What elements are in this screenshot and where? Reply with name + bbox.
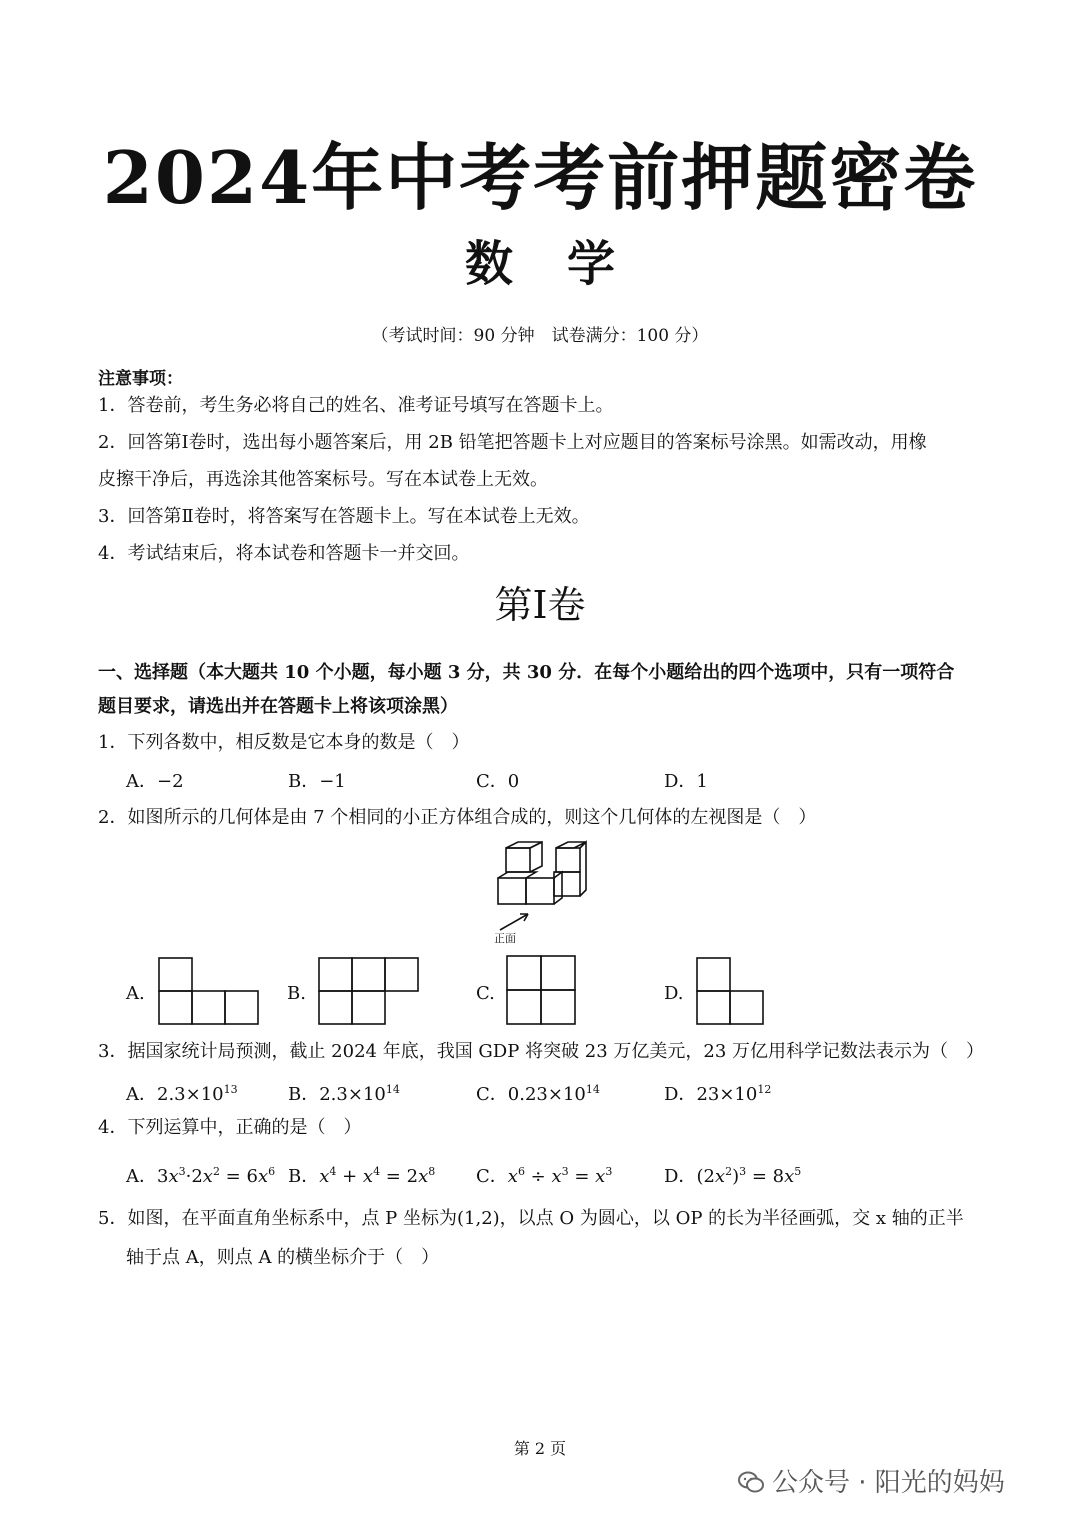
section-heading-line: 一、选择题（本大题共 10 个小题，每小题 3 分，共 30 分．在每个小题给出的四个选项中，只有一项符合: [98, 662, 955, 683]
exam-info: （考试时间：90 分钟 试卷满分：100 分）: [371, 326, 709, 346]
page-number: 第 2 页: [513, 1439, 567, 1458]
q4-option-label: D．: [664, 1166, 697, 1187]
q3-option-c: [476, 1077, 600, 1108]
q4-formula-c: $x^6 \div x^3 = x^3$: [507, 1165, 613, 1187]
notice-item: 1．答卷前，考生务必将自己的姓名、准考证号填写在答题卡上。: [98, 395, 614, 416]
q2-option-b-label: B.: [287, 983, 306, 1004]
cube-solid-figure: [494, 842, 594, 932]
notice-heading: 注意事项：: [98, 369, 183, 389]
front-label: 正面: [494, 932, 516, 945]
notice-item: 3．回答第Ⅱ卷时，将答案写在答题卡上。写在本试卷上无效。: [98, 506, 590, 527]
question-3-stem: 3．据国家统计局预测，截止 2024 年底，我国 GDP 将突破 23 万亿美元，23 万亿用科学记数法表示为（ ）: [98, 1041, 985, 1062]
q1-option-c: C．0: [476, 771, 520, 792]
question-5-stem: 5．如图，在平面直角坐标系中，点 P 坐标为(1,2)，以点 O 为圆心，以 OP 的长为半径画弧，交 x 轴的正半: [98, 1208, 964, 1229]
exam-title: 2024年中考考前押题密卷: [102, 135, 978, 220]
q2-option-b-figure: [318, 957, 420, 1025]
q3-option-base: 23×10: [696, 1084, 758, 1105]
q2-option-d-label: D.: [664, 983, 684, 1004]
q1-option-b: B．−1: [288, 771, 346, 792]
q3-option-base: 2.3×10: [157, 1084, 224, 1105]
q4-option-d: [664, 1159, 801, 1190]
q4-option-a: [126, 1159, 275, 1190]
q3-option-b: [288, 1077, 400, 1108]
q3-option-label: B．: [288, 1084, 320, 1105]
q2-option-a-figure: [158, 957, 260, 1025]
q2-option-d-figure: [696, 957, 766, 1025]
watermark: [738, 1462, 1005, 1499]
q4-option-c: [476, 1159, 612, 1190]
q3-option-base: 0.23×10: [507, 1084, 586, 1105]
notice-item: 皮擦干净后，再选涂其他答案标号。写在本试卷上无效。: [98, 469, 548, 490]
q3-option-exponent: 14: [585, 1083, 600, 1096]
question-1-stem: 1．下列各数中，相反数是它本身的数是（ ）: [98, 732, 470, 753]
section-heading-line: 题目要求，请选出并在答题卡上将该项涂黑）: [98, 696, 458, 717]
q4-formula-b: $x^4 + x^4 = 2x^8$: [319, 1165, 436, 1187]
q3-option-label: A．: [126, 1084, 157, 1105]
q4-formula-d: $(2x^2)^3 = 8x^5$: [696, 1165, 802, 1187]
q4-option-b: [288, 1159, 435, 1190]
q3-option-label: D．: [664, 1084, 697, 1105]
q2-option-c-figure: [506, 955, 578, 1025]
q4-formula-a: $3x^3\cdot 2x^2 = 6x^6$: [157, 1165, 276, 1187]
q3-option-exponent: 13: [223, 1083, 238, 1096]
q3-option-d: [664, 1077, 771, 1108]
q3-option-exponent: 12: [757, 1083, 772, 1096]
question-5-stem: 轴于点 A，则点 A 的横坐标介于（ ）: [126, 1247, 440, 1268]
q4-option-label: C．: [476, 1166, 508, 1187]
question-2-stem: 2．如图所示的几何体是由 7 个相同的小正方体组合成的，则这个几何体的左视图是（ ）: [98, 807, 817, 828]
notice-item: 4．考试结束后，将本试卷和答题卡一并交回。: [98, 543, 470, 564]
section-heading: [98, 656, 988, 724]
q4-option-label: A．: [126, 1166, 157, 1187]
q3-option-label: C．: [476, 1084, 508, 1105]
watermark-text: 公众号 · 阳光的妈妈: [772, 1468, 1005, 1498]
q2-option-a-label: A.: [126, 983, 145, 1004]
q1-option-a: A．−2: [126, 771, 184, 792]
wechat-icon: [738, 1471, 764, 1493]
volume-title: 第Ⅰ卷: [494, 583, 586, 627]
subject-title: 数学: [464, 236, 669, 292]
q2-option-c-label: C.: [476, 983, 495, 1004]
q3-option-base: 2.3×10: [319, 1084, 386, 1105]
question-4-stem: 4．下列运算中，正确的是（ ）: [98, 1117, 362, 1138]
notice-item: 2．回答第Ⅰ卷时，选出每小题答案后，用 2B 铅笔把答题卡上对应题目的答案标号涂黑。如需改动，用橡: [98, 432, 927, 453]
q1-option-d: D．1: [664, 771, 708, 792]
q3-option-a: [126, 1077, 238, 1108]
q3-option-exponent: 14: [385, 1083, 400, 1096]
q4-option-label: B．: [288, 1166, 320, 1187]
